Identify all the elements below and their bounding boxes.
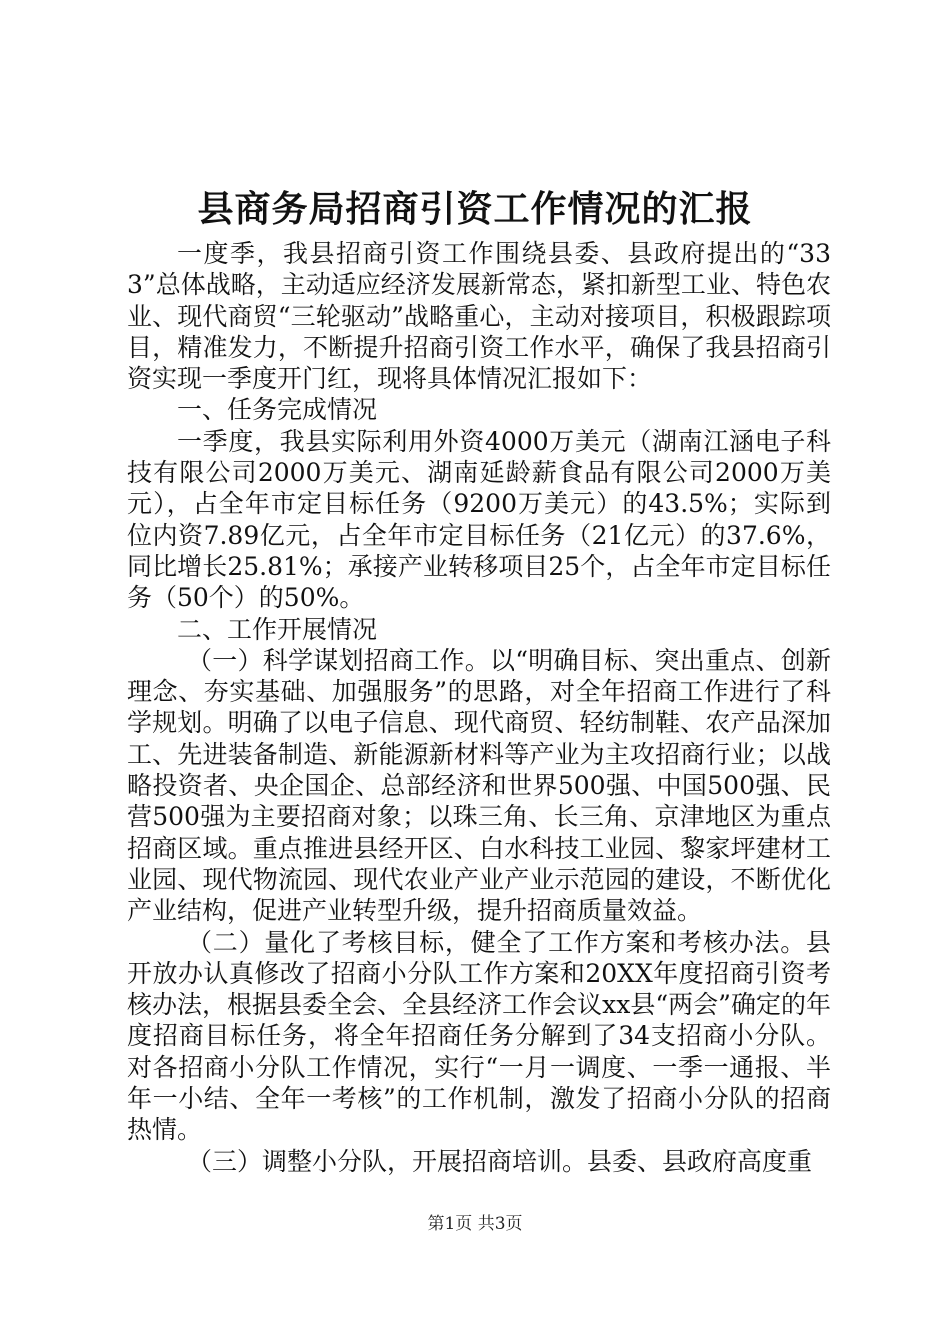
page-number: 第1页 [427,1214,473,1234]
section-heading-tasks: 一、任务完成情况 [177,395,378,425]
intro-paragraph: 一度季，我县招商引资工作围绕县委、县政府提出的“333”总体战略，主动适应经济发展新常态，紧扣新型工业、特色农业、现代商贸“三轮驱动”战略重心，主动对接项目，积极跟踪项目，精准发力，不断提升招商引资工作水平，确保了我县招商引资实现一季度开门红，现将具体情况汇报如下： [127,239,831,394]
page-total: 共3页 [477,1214,523,1234]
document-title: 县商务局招商引资工作情况的汇报 [197,188,753,230]
page-footer [0,1212,950,1236]
work-item-3-paragraph: （三）调整小分队，开展招商培训。县委、县政府高度重 [187,1146,813,1176]
tasks-paragraph: 一季度，我县实际利用外资4000万美元（湖南江涵电子科技有限公司2000万美元、湖南延龄薪食品有限公司2000万美元），占全年市定目标任务（9200万美元）的43.5%；实际到位内资7.89亿元，占全年市定目标任务（21亿元）的37.6%，同比增长25.81%；承接产业转移项目25个，占全年市定目标任务（50个）的50%。 [127,426,831,613]
section-heading-work: 二、工作开展情况 [177,614,378,644]
document-body [127,238,831,1177]
work-item-2-paragraph: （二）量化了考核目标，健全了工作方案和考核办法。县开放办认真修改了招商小分队工作方案和20XX年度招商引资考核办法，根据县委全会、全县经济工作会议xx县“两会”确定的年度招商目标任务，将全年招商任务分解到了34支招商小分队。对各招商小分队工作情况，实行“一月一调度、一季一通报、半年一小结、全年一考核”的工作机制，激发了招商小分队的招商热情。 [127,927,831,1145]
work-item-1-paragraph: （一）科学谋划招商工作。以“明确目标、突出重点、创新理念、夯实基础、加强服务”的思路，对全年招商工作进行了科学规划。明确了以电子信息、现代商贸、轻纺制鞋、农产品深加工、先进装备制造、新能源新材料等产业为主攻招商行业；以战略投资者、央企国企、总部经济和世界500强、中国500强、民营500强为主要招商对象；以珠三角、长三角、京津地区为重点招商区域。重点推进县经开区、白水科技工业园、黎家坪建材工业园、现代物流园、现代农业产业产业示范园的建设，不断优化产业结构，促进产业转型升级，提升招商质量效益。 [127,645,831,926]
